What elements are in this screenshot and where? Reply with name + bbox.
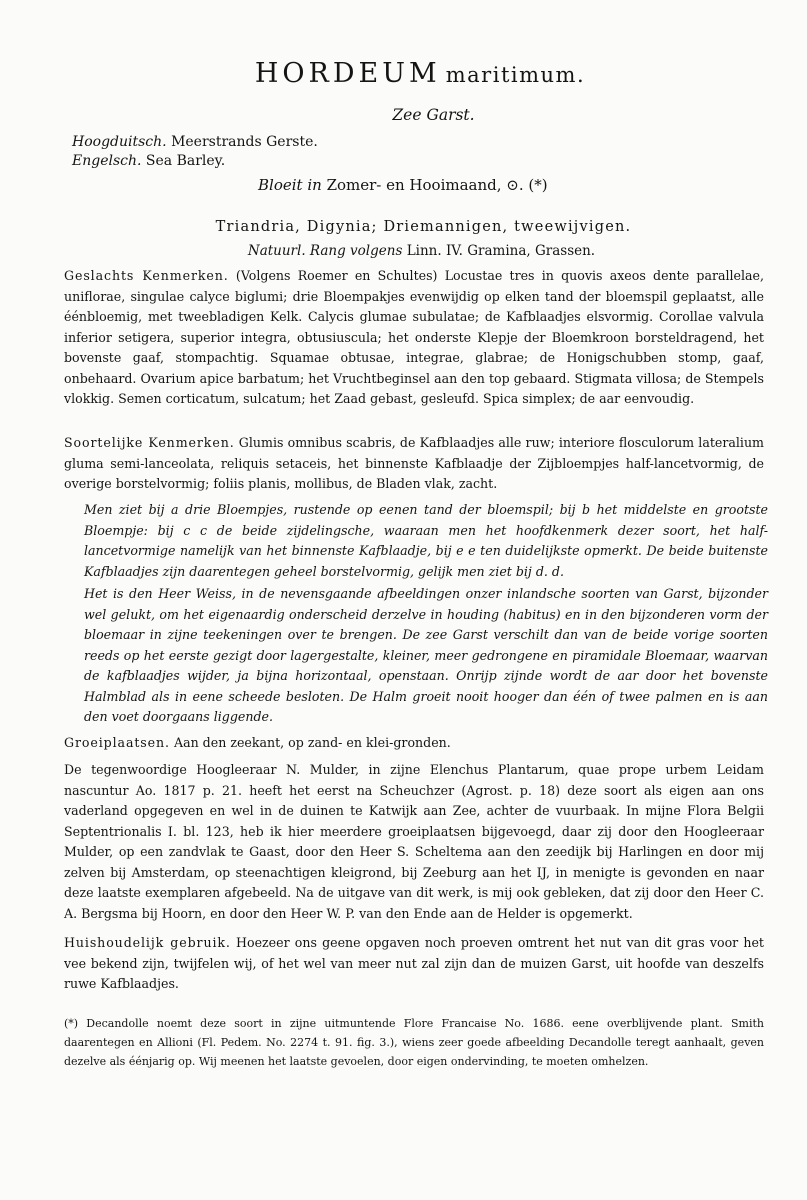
section-text: Aan den zeekant, op zand- en klei-gronden. (173, 735, 451, 750)
vernacular-name: Sea Barley. (145, 153, 226, 169)
page-title (210, 58, 630, 89)
language-label: Hoogduitsch. (72, 134, 167, 150)
vernacular-name: Meerstrands Gerste. (171, 134, 318, 150)
habitat-section (64, 733, 764, 754)
section-heading: Geslachts Kenmerken. (64, 268, 229, 283)
genus-characters-section (64, 266, 764, 410)
species-characters-section (64, 433, 764, 495)
figure-note-text: Men ziet bij a drie Bloempjes, rustende op eenen tand der bloemspil; bij b het middelste en grootste Bloempje: bij c c de beide zijdelingsche, waaraan men het hoofdkenmerk dezer soort, het half-lancetvormige namelijk van het binnenste Kafblaadje, bij e e ten duidelijkste opmerkt. De beide buitenste Kafblaadjes zijn daarentegen geheel borstelvormig, gelijk men ziet bij d. d. (84, 502, 768, 579)
section-heading: Huishoudelijk gebruik. (64, 935, 231, 950)
natural-rank-line (0, 243, 807, 259)
language-label: Engelsch. (72, 153, 142, 169)
section-text: Hoezeer ons geene opgaven noch proeven omtrent het nut van dit gras voor het vee bekend zijn, twijfelen wij, of het wel van meer nut zal zijn dan de muizen Garst, uit hoofde van deszelfs ruwe Kafblaadjes. (64, 935, 764, 991)
household-section (64, 933, 764, 995)
flowering-line (258, 176, 548, 194)
footnote (64, 1014, 764, 1071)
name-line-english (72, 153, 225, 169)
natural-rank-value: Linn. IV. Gramina, Grassen. (406, 243, 596, 259)
figure-explanation (84, 500, 768, 582)
flowering-label: Bloeit in (258, 176, 322, 194)
name-line-german (72, 134, 318, 150)
genus-name: HORDEUM (254, 58, 441, 89)
common-name: Zee Garst. (392, 106, 475, 124)
footnote-text: (*) Decandolle noemt deze soort in zijne uitmuntende Flore Francaise No. 1686. eene overblijvende plant. Smith daarentegen en Allioni (Fl. Pedem. No. 2274 t. 91. fig. 3.), wiens zeer goede afbeelding Decandolle teregt aanhaalt, geven dezelve als éénjarig op. Wij meenen het laatste gevoelen, door eigen ondervinding, te moeten omhelzen. (64, 1017, 764, 1068)
section-text: (Volgens Roemer en Schultes) Locustae tres in quovis axeos dente parallelae, uniflorae, singulae calyce biglumi; drie Bloempakjes evenwijdig op elken tand der bloemspil geplaatst, alle éénbloemig, met tweebladigen Kelk. Calycis glumae subulatae; de Kafblaadjes elsvormig. Corollae valvula inferior setigera, superior integra, obtusiuscula; het onderste Klepje der Bloemkroon borsteldragend, het bovenste gaaf, stompachtig. Squamae obtusae, integrae, glabrae; de Honigschubben stomp, gaaf, onbehaard. Ovarium apice barbatum; het Vruchtbeginsel aan den top gebaard. Stigmata villosa; de Stempels vlokkig. Semen corticatum, sulcatum; het Zaad gebast, gesleufd. Spica simplex; de aar eenvoudig. (64, 268, 764, 406)
classification-line: Triandria, Digynia; Driemannigen, tweewijvigen. (215, 219, 632, 235)
section-text: Glumis omnibus scabris, de Kafblaadjes alle ruw; interiore flosculorum lateralium gluma semi-lanceolata, reliquis setaceis, het binnenste Kafblaadje der Zijbloempjes half-lancetvormig, de overige borstelvormig; foliis planis, mollibus, de Bladen vlak, zacht. (64, 435, 764, 491)
section-heading: Soortelijke Kenmerken. (64, 435, 235, 450)
weiss-note-text: Het is den Heer Weiss, in de nevensgaande afbeeldingen onzer inlandsche soorten van Garst, bijzonder wel gelukt, om het eigenaardig onderscheid derzelve in houding (habitus) en in den bijzonderen vorm der bloemaar in zijne teekeningen over te brengen. De zee Garst verschilt dan van de beide vorige soorten reeds op het eerste gezigt door lagergestalte, kleiner, meer gedrongene en piramidale Bloemaar, waarvan de kafblaadjes wijder, ja bijna horizontaal, openstaan. Onrijp zijnde wordt de aar door het bovenste Halmblad als in eene scheede besloten. De Halm groeit nooit hooger dan één of twee palmen en is aan den voet doorgaans liggende. (84, 586, 768, 724)
section-heading: Groeiplaatsen. (64, 735, 170, 750)
weiss-note (84, 584, 768, 728)
species-name: maritimum. (445, 63, 586, 87)
flowering-months: Zomer- en Hooimaand, ⊙. (*) (326, 176, 548, 194)
history-section (64, 760, 764, 924)
natural-rank-label: Natuurl. Rang volgens (247, 243, 403, 259)
history-text: De tegenwoordige Hoogleeraar N. Mulder, in zijne Elenchus Plantarum, quae prope urbem Leidam nascuntur Ao. 1817 p. 21. heeft het eerst na Scheuchzer (Agrost. p. 18) deze soort als eigen aan ons vaderland opgegeven en wel in de duinen te Katwijk aan Zee, achter de vuurbaak. In mijne Flora Belgii Septentrionalis I. bl. 123, heb ik hier meerdere groeiplaatsen bijgevoegd, daar zij door den Hoogleeraar Mulder, op een zandvlak te Gaast, door den Heer S. Scheltema aan den zeedijk bij Harlingen en door mij zelven bij Amsterdam, op steenachtigen kleigrond, bij Zeeburg aan het IJ, in menigte is gevonden en naar deze laatste exemplaren afgebeeld. Na de uitgave van dit werk, is mij ook gebleken, dat zij door den Heer C. A. Bergsma bij Hoorn, en door den Heer W. P. van den Ende aan de Helder is opgemerkt. (64, 762, 764, 921)
